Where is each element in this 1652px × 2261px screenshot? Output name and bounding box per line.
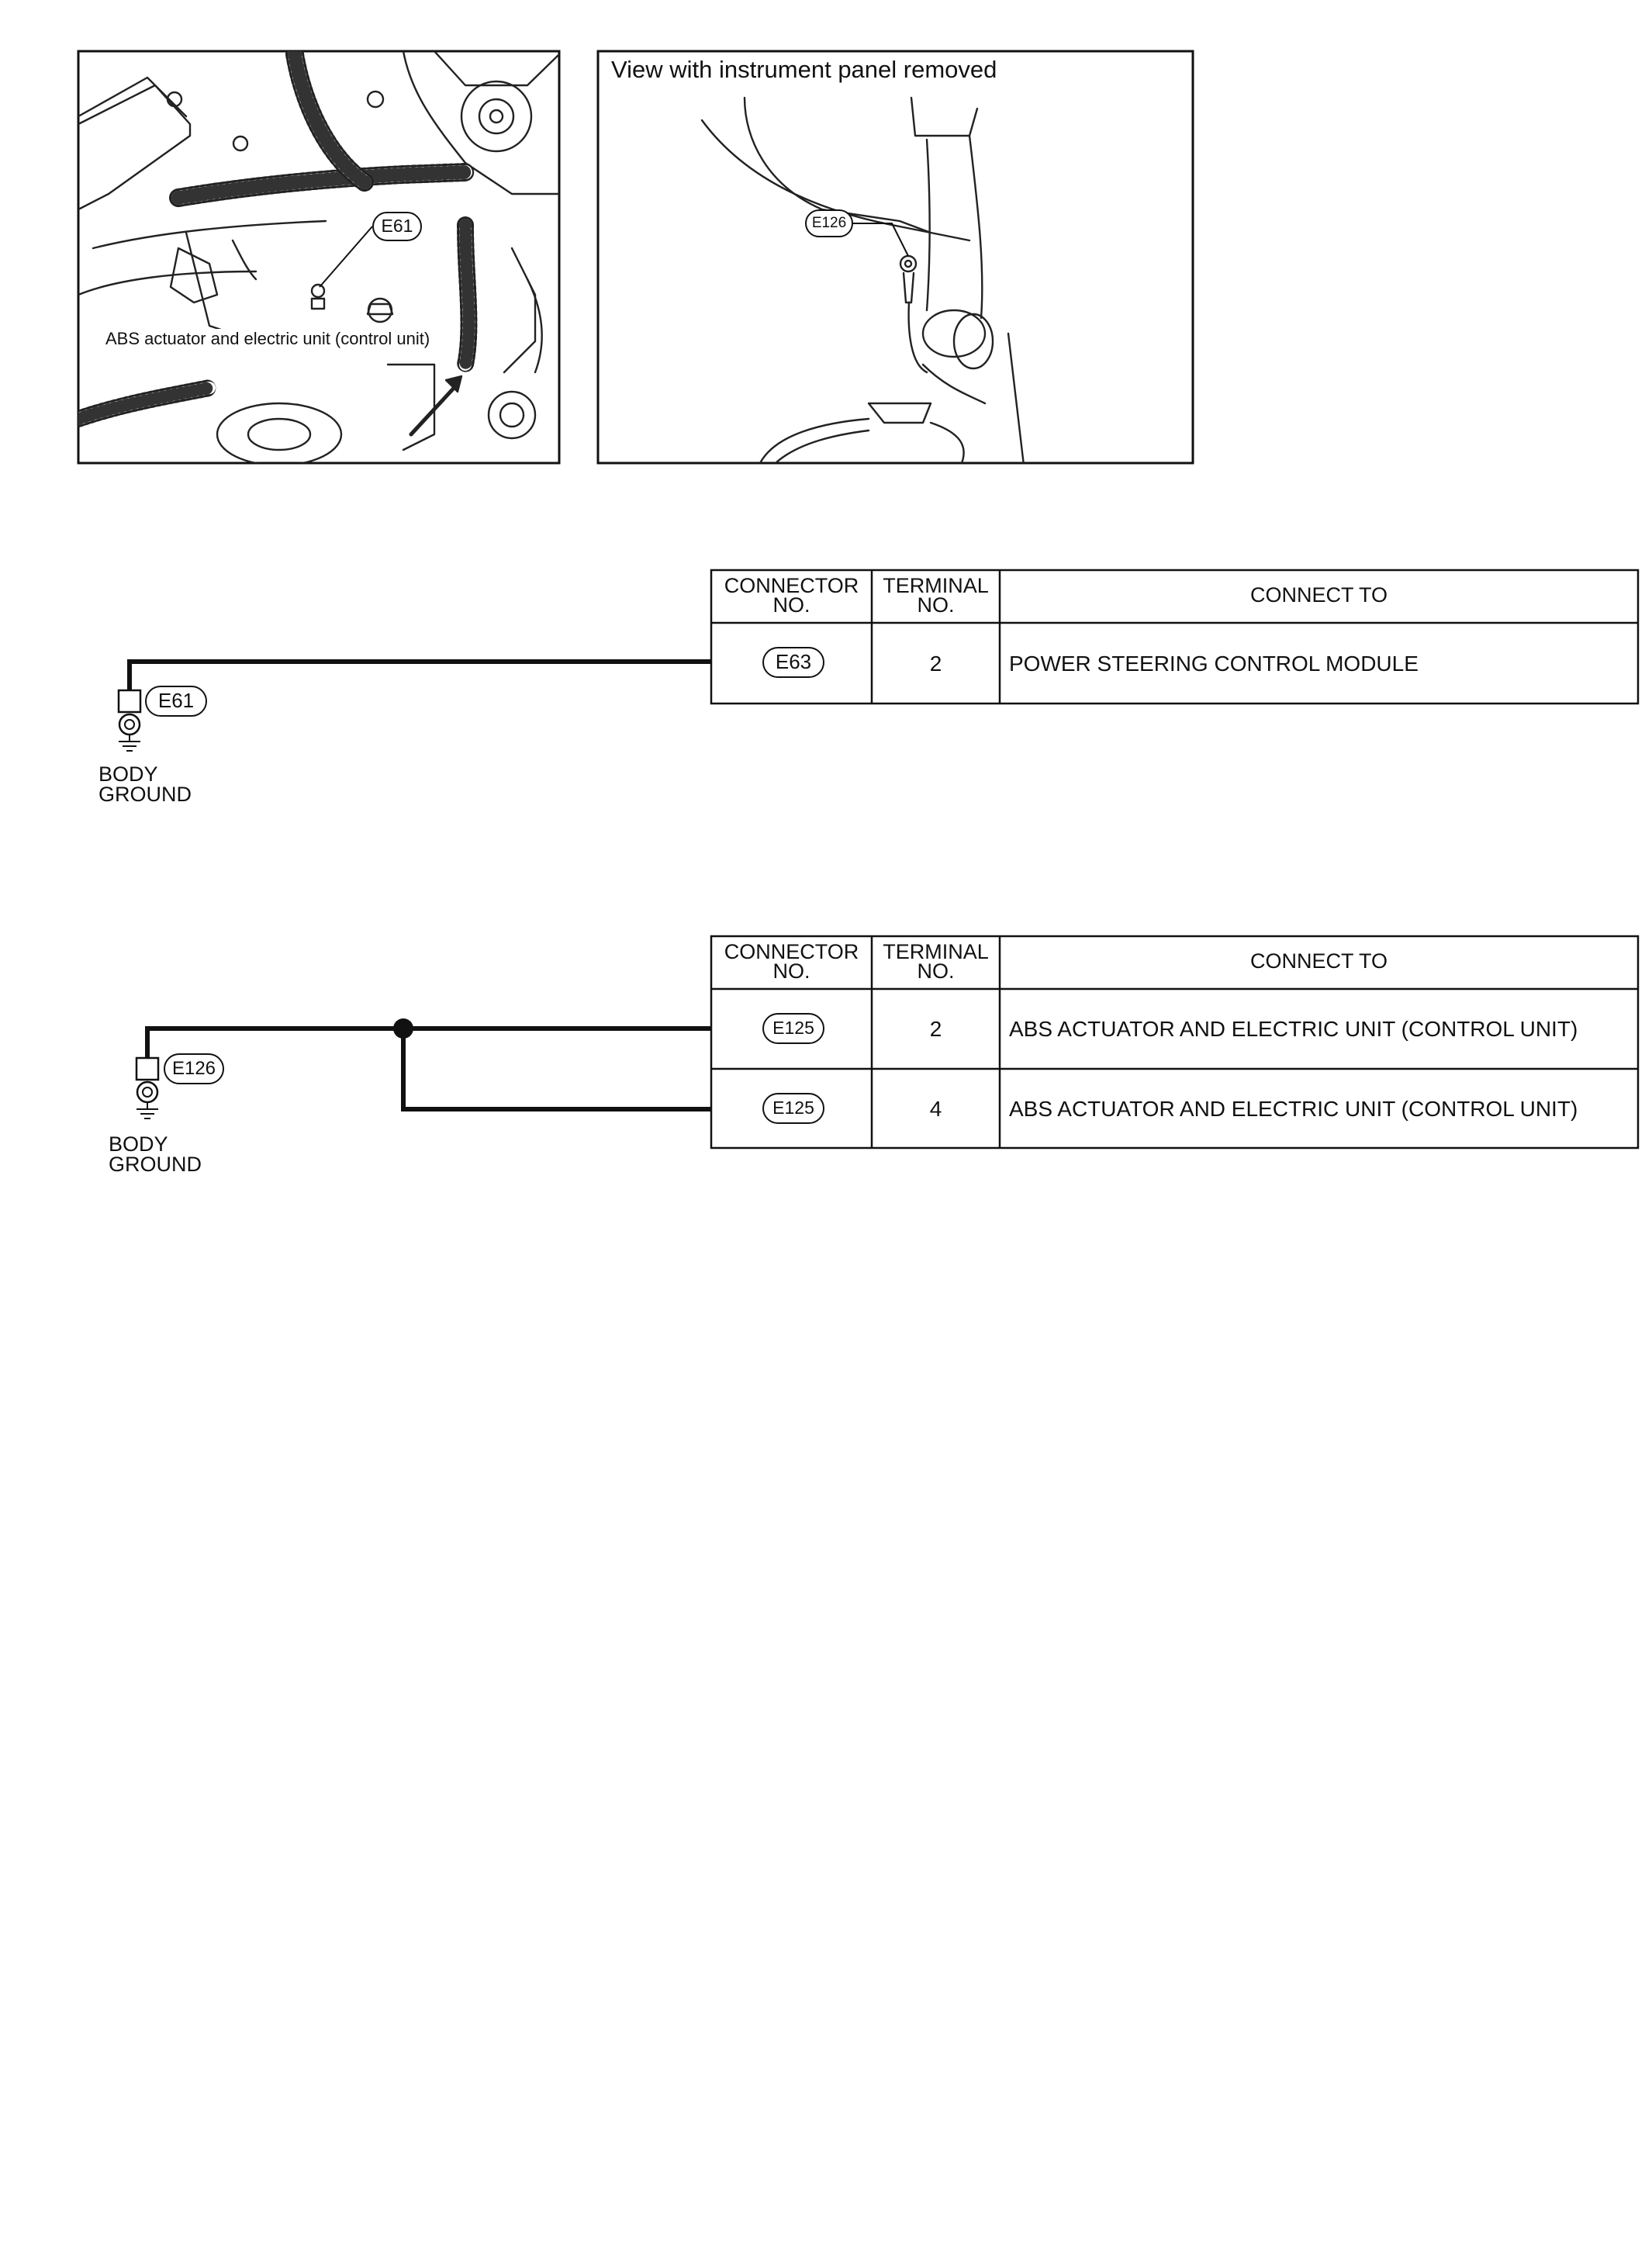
table1-header-connector-l1: CONNECTOR	[724, 574, 859, 597]
body-ground-label-2-line1: BODY	[109, 1132, 168, 1156]
table2-header-terminal	[872, 942, 1000, 981]
table2-header-connect-to: CONNECT TO	[1249, 949, 1388, 973]
circuit1-wiring	[119, 662, 711, 751]
table2-header-connector-l1: CONNECTOR	[724, 940, 859, 963]
table1-header-terminal	[872, 576, 1000, 615]
table1-header-connector-l2: NO.	[772, 593, 810, 617]
table1-row1-connector: E63	[762, 647, 824, 678]
table2-row2-connector: E125	[762, 1093, 824, 1124]
ground-connector-e61: E61	[145, 686, 207, 717]
table2-row1-connect-to: ABS ACTUATOR AND ELECTRIC UNIT (CONTROL UNIT)	[1009, 1017, 1578, 1041]
table1-header-terminal-l1: TERMINAL	[883, 574, 989, 597]
table2-row2-terminal: 4	[929, 1097, 942, 1121]
table2-header-connector-l2: NO.	[772, 959, 810, 983]
table1-row1-terminal: 2	[929, 652, 942, 676]
body-ground-label-2-line2: GROUND	[109, 1153, 202, 1176]
instrument-panel-illustration	[598, 51, 1193, 465]
engine-bay-illustration	[78, 51, 559, 465]
table2-row1-terminal: 2	[929, 1017, 942, 1041]
e61-callout-badge: E61	[372, 212, 422, 241]
abs-unit-caption: ABS actuator and electric unit (control unit)	[102, 329, 433, 349]
table2-header-terminal-l1: TERMINAL	[883, 940, 989, 963]
body-ground-label-2	[109, 1134, 202, 1174]
ground-connector-e126: E126	[164, 1053, 224, 1084]
table1-header-connector	[711, 576, 872, 615]
table2-row2-connect-to: ABS ACTUATOR AND ELECTRIC UNIT (CONTROL UNIT)	[1009, 1097, 1578, 1121]
table1-header-connect-to: CONNECT TO	[1249, 583, 1388, 607]
splice-point	[393, 1018, 413, 1039]
e126-callout-badge: E126	[805, 209, 853, 237]
body-ground-label-1	[98, 764, 192, 804]
figure2-title: View with instrument panel removed	[611, 56, 997, 83]
table2-header-connector	[711, 942, 872, 981]
table1-header-terminal-l2: NO.	[917, 593, 955, 617]
table1-row1-connect-to: POWER STEERING CONTROL MODULE	[1009, 652, 1419, 676]
table2-header-terminal-l2: NO.	[917, 959, 955, 983]
body-ground-label-1-line2: GROUND	[98, 783, 192, 806]
body-ground-label-1-line1: BODY	[98, 762, 158, 786]
table2-row1-connector: E125	[762, 1013, 824, 1044]
